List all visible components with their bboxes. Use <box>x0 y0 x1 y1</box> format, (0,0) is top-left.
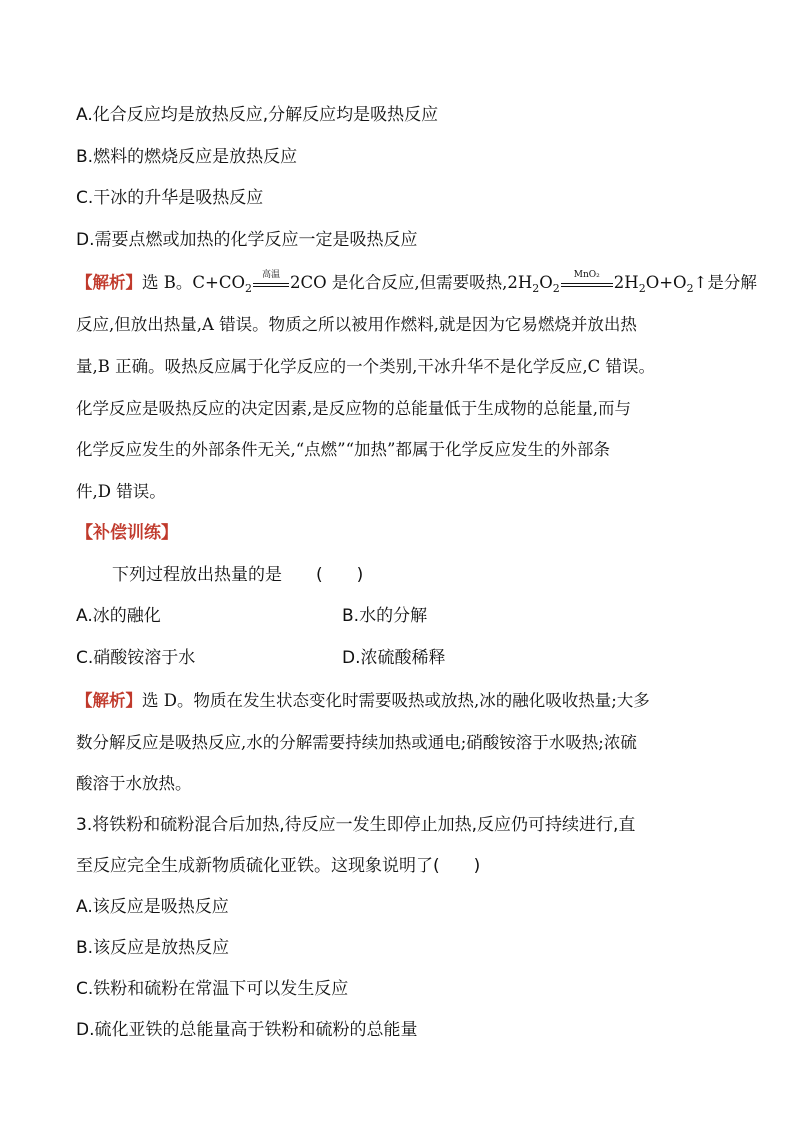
supplement-option-c: C.硝酸铵溶于水 <box>76 648 196 668</box>
supplement-option-b: B.水的分解 <box>342 606 428 626</box>
q2-option-a: A.化合反应均是放热反应,分解反应均是吸热反应 <box>76 105 439 125</box>
analysis-2-line-3: 酸溶于水放热。 <box>76 774 192 793</box>
supplement-option-d: D.浓硫酸稀释 <box>342 648 446 668</box>
supplement-question: 下列过程放出热量的是 ( ) <box>112 565 364 585</box>
reaction-condition-high-temp: 高温 <box>253 277 289 291</box>
supplement-heading: 【补偿训练】 <box>76 523 178 543</box>
analysis-tag: 解析 <box>92 273 126 292</box>
reaction-condition-catalyst: MnO₂ <box>561 277 613 291</box>
analysis-1-line-1: 【解析】选 B。$C+CO_2$ 高温 2CO 是化合反应,但需要吸热$,2H_2O_2$ MnO₂ $2H_2O+O_2↑$是分解 <box>76 269 757 295</box>
q3-stem-line-1: 3.将铁粉和硫粉混合后加热,待反应一发生即停止加热,反应仍可持续进行,直 <box>76 815 636 835</box>
analysis-1-line-5: 化学反应发生的外部条件无关,“点燃”“加热”都属于化学反应发生的外部条 <box>76 440 610 459</box>
analysis-1-line-4: 化学反应是吸热反应的决定因素,是反应物的总能量低于生成物的总能量,而与 <box>76 399 631 418</box>
q2-option-b: B.燃料的燃烧反应是放热反应 <box>76 147 298 167</box>
analysis-1-line-3: 量,B 正确。吸热反应属于化学反应的一个类别,干冰升华不是化学反应,C 错误。 <box>76 357 655 376</box>
analysis-2-line-2: 数分解反应是吸热反应,水的分解需要持续加热或通电;硝酸铵溶于水吸热;浓硫 <box>76 733 637 752</box>
q2-option-d: D.需要点燃或加热的化学反应一定是吸热反应 <box>76 230 418 250</box>
analysis-1-line-6: 件,D 错误。 <box>76 482 166 501</box>
q2-option-c: C.干冰的升华是吸热反应 <box>76 188 264 208</box>
q3-option-a: A.该反应是吸热反应 <box>76 897 229 917</box>
q3-option-c: C.铁粉和硫粉在常温下可以发生反应 <box>76 979 349 999</box>
analysis-1-line-2: 反应,但放出热量,A 错误。物质之所以被用作燃料,就是因为它易燃烧并放出热 <box>76 315 637 334</box>
q3-stem-line-2: 至反应完全生成新物质硫化亚铁。这现象说明了( ) <box>76 856 481 876</box>
q3-option-d: D.硫化亚铁的总能量高于铁粉和硫粉的总能量 <box>76 1020 418 1040</box>
analysis-2-line-1: 【解析】选 D。物质在发生状态变化时需要吸热或放热,冰的融化吸收热量;大多 <box>76 691 650 710</box>
q3-option-b: B.该反应是放热反应 <box>76 938 230 958</box>
supplement-option-a: A.冰的融化 <box>76 606 161 626</box>
